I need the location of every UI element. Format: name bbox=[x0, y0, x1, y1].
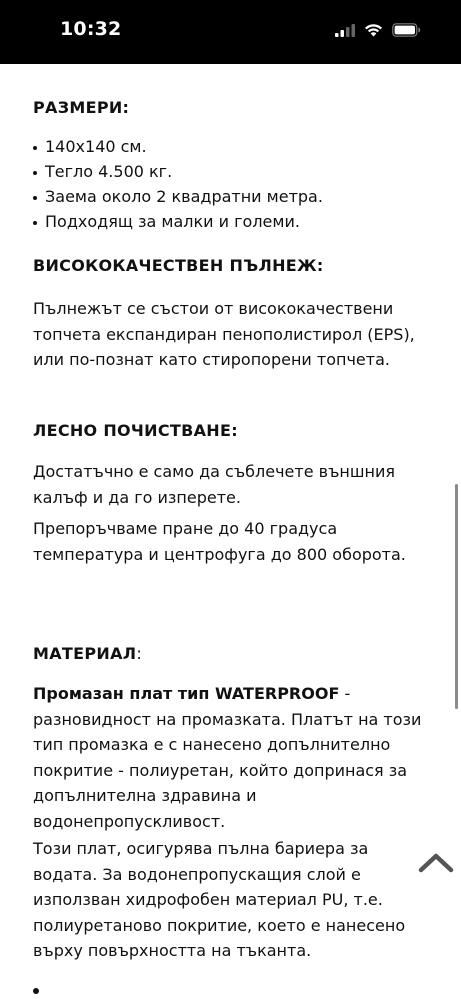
list-item: Подходящ за малки и големи. bbox=[33, 209, 323, 234]
filling-text: Пълнежът се състои от висококачествени топчета експандиран пенополистирол (EPS), или по-познат като стиропорени топчета. bbox=[33, 299, 415, 369]
section-heading-dimensions: РАЗМЕРИ: bbox=[33, 98, 130, 117]
cellular-signal-icon bbox=[335, 24, 355, 37]
battery-icon bbox=[392, 23, 421, 37]
section-heading-cleaning: ЛЕСНО ПОЧИСТВАНЕ: bbox=[33, 421, 238, 440]
section-heading-material bbox=[33, 644, 142, 663]
wifi-icon bbox=[364, 23, 383, 37]
material-bold-lead: Промазан плат тип WATERPROOF bbox=[33, 684, 340, 703]
cleaning-text-2: Препоръчваме пране до 40 градуса температура и центрофуга до 800 оборота. bbox=[33, 519, 406, 564]
dimensions-list bbox=[33, 134, 323, 234]
cleaning-text-1: Достатъчно е само да съблечете външния калъф и да го изперете. bbox=[33, 462, 395, 507]
status-bar bbox=[0, 0, 461, 64]
list-item: Тегло 4.500 кг. bbox=[33, 159, 323, 184]
scrollbar[interactable] bbox=[455, 484, 458, 709]
material-text-2: Този плат, осигурява пълна бариера за водата. За водонепропускащия слой е използван хидрофобен материал PU, т.е. полиуретаново покритие, което е нанесено върху повърхността на тъканта. bbox=[33, 839, 406, 960]
material-heading-text: МАТЕРИАЛ bbox=[33, 644, 137, 663]
partial-bullet bbox=[33, 988, 39, 994]
status-time: 10:32 bbox=[60, 18, 122, 40]
material-heading-colon: : bbox=[136, 644, 143, 663]
list-item: Заема около 2 квадратни метра. bbox=[33, 184, 323, 209]
product-description bbox=[0, 64, 461, 999]
section-heading-filling: ВИСОКОКАЧЕСТВЕН ПЪЛНЕЖ: bbox=[33, 256, 324, 275]
material-text-1-rest: - разновидност на промазката. Платът на този тип промазка е с нанесено допълнително покритие - полиуретан, който допринася за допълнителна здравина и водонепропускливост. bbox=[33, 684, 422, 831]
status-icons bbox=[335, 23, 421, 37]
material-text-1 bbox=[33, 681, 433, 834]
list-item: 140х140 см. bbox=[33, 134, 323, 159]
chevron-up-icon[interactable] bbox=[418, 850, 454, 874]
